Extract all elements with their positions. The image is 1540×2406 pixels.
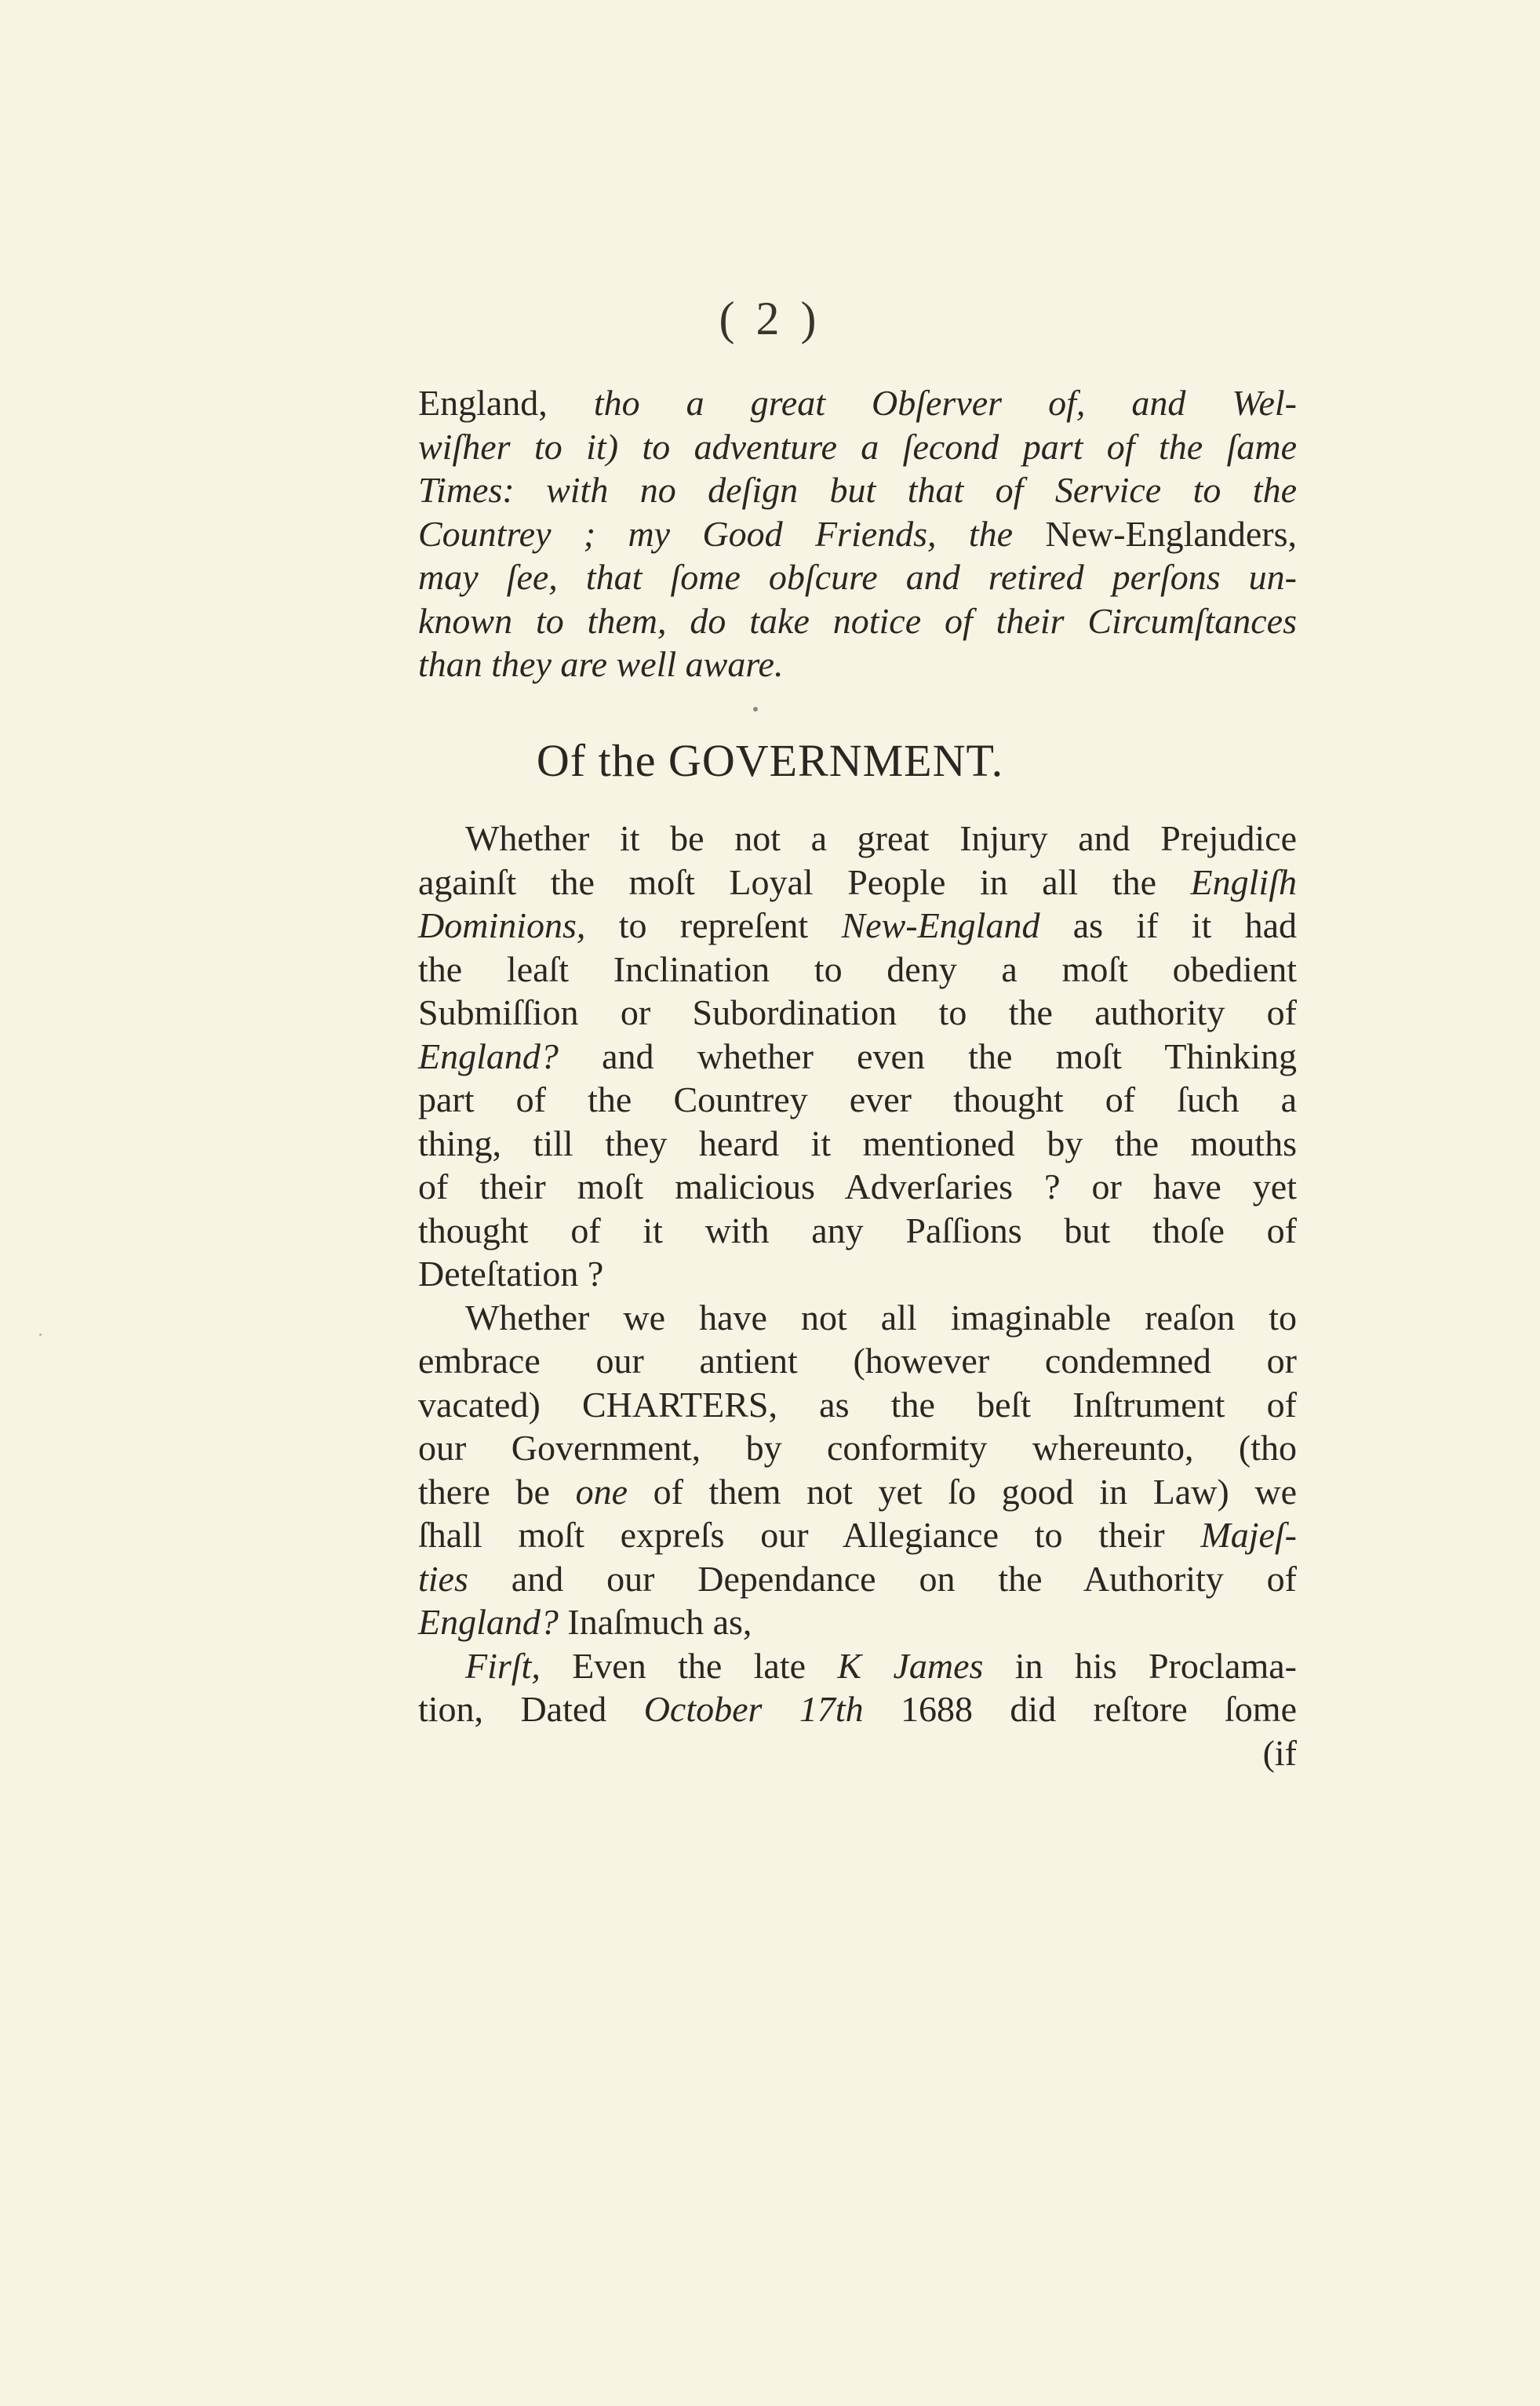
text-line: than they are well aware. <box>418 644 784 684</box>
intro-paragraph <box>418 381 1297 686</box>
text-line: embrace our antient (however condemned or <box>418 1341 1297 1381</box>
text-line: ties and our Dependance on the Authority of <box>418 1558 1297 1599</box>
section-heading: Of the GOVERNMENT. <box>536 735 1004 786</box>
text-line: Deteſtation ? <box>418 1254 604 1294</box>
text-line: England? and whether even the moſt Thinking <box>418 1036 1297 1076</box>
text-line: there be one of them not yet ſo good in Law) we <box>418 1471 1297 1512</box>
text-line: Countrey ; my Good Friends, the New-Englanders, <box>418 513 1297 554</box>
text-line: known to them, do take notice of their Circumſtances <box>418 600 1297 641</box>
text-line: our Government, by conformity whereunto, (tho <box>418 1428 1297 1468</box>
text-line: vacated) CHARTERS, as the beſt Inſtrument of <box>418 1384 1297 1425</box>
text-line: the leaſt Inclination to deny a moſt obedient <box>418 948 1297 989</box>
text-line: wiſher to it) to adventure a ſecond part of the ſame <box>418 426 1297 467</box>
text-line: Firſt, Even the late K James in his Proclama- <box>465 1645 1297 1686</box>
margin-speck <box>39 1334 42 1336</box>
text-line: England? Inaſmuch as, <box>418 1602 752 1642</box>
ink-dot <box>753 707 758 712</box>
text-line: Whether we have not all imaginable reaſon to <box>465 1297 1297 1338</box>
body-text <box>418 817 1297 1731</box>
text-line: Dominions, to repreſent New-England as if it had <box>418 905 1297 945</box>
text-line: of their moſt malicious Adverſaries ? or have yet <box>418 1167 1297 1207</box>
catchword: (if <box>1262 1733 1297 1773</box>
text-line: Times: with no deſign but that of Service to the <box>418 470 1297 510</box>
text-line: thing, till they heard it mentioned by the mouths <box>418 1123 1297 1163</box>
text-line: Submiſſion or Subordination to the authority of <box>418 992 1297 1032</box>
text-line: Whether it be not a great Injury and Prejudice <box>465 818 1297 858</box>
text-line: England, tho a great Obſerver of, and Wel- <box>418 383 1297 423</box>
text-line: tion, Dated October 17th 1688 did reſtore ſome <box>418 1689 1298 1729</box>
text-line: thought of it with any Paſſions but thoſe of <box>418 1210 1297 1250</box>
text-line: againſt the moſt Loyal People in all the Engliſh <box>418 861 1297 902</box>
text-line: may ſee, that ſome obſcure and retired perſons un- <box>418 557 1297 597</box>
text-line: part of the Countrey ever thought of ſuch a <box>418 1079 1297 1119</box>
page-number: ( 2 ) <box>719 293 821 344</box>
text-line: ſhall moſt expreſs our Allegiance to their Majeſ- <box>418 1515 1297 1555</box>
